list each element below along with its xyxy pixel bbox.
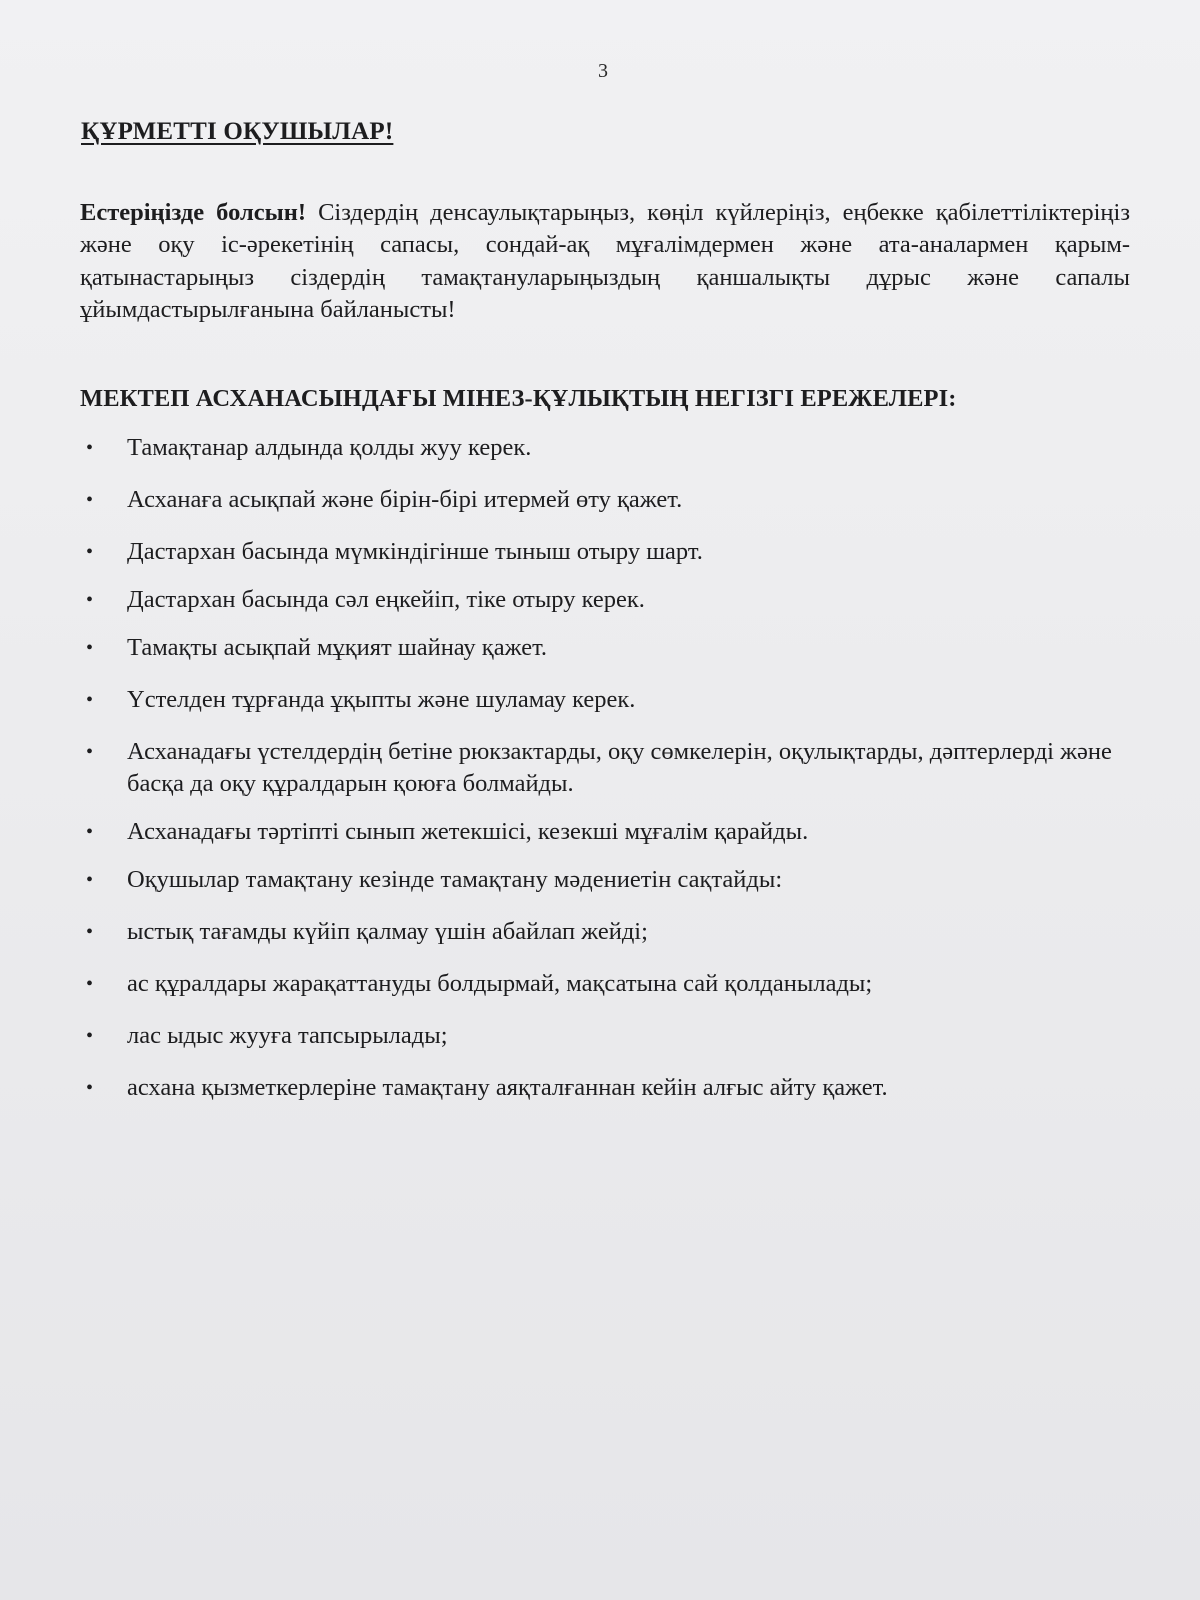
rule-text: ыстық тағамды күйіп қалмау үшін абайлап жейді; — [127, 918, 648, 945]
rule-text: Асханадағы тәртіпті сынып жетекшісі, кезекші мұғалім қарайды. — [127, 818, 809, 845]
intro-paragraph — [80, 197, 1130, 327]
bullet-icon: • — [86, 589, 94, 611]
bullet-icon: • — [86, 821, 94, 843]
rule-item — [85, 916, 1145, 948]
bullet-icon: • — [86, 437, 94, 459]
rule-item — [85, 432, 1145, 464]
rule-item — [85, 484, 1145, 516]
rule-item — [85, 816, 1145, 848]
bullet-icon: • — [86, 741, 94, 763]
bullet-icon: • — [86, 973, 94, 995]
rule-item — [85, 536, 1145, 568]
bullet-icon: • — [86, 541, 94, 563]
rule-item — [85, 968, 1145, 1000]
rule-item — [85, 684, 1145, 716]
bullet-icon: • — [86, 1077, 94, 1099]
rules-list — [85, 432, 1145, 1104]
greeting-heading: ҚҰРМЕТТІ ОҚУШЫЛАР! — [81, 118, 394, 145]
bullet-icon: • — [86, 869, 94, 891]
rule-text: Асханаға асықпай және бірін-бірі итермей өту қажет. — [127, 486, 683, 513]
intro-text: Сіздердің денсаулықтарыңыз, көңіл күйлеріңіз, еңбекке қабілеттіліктеріңіз және оқу іс-әрекетінің сапасы, сондай-ақ мұғалімдермен және ата-аналармен қарым-қатынастарыңыз сіздердің тамақтануларыңыздың қаншалықты дұрыс және сапалы ұйымдастырылғанына байланысты! — [80, 198, 1130, 323]
rule-text: Тамақтанар алдында қолды жуу керек. — [127, 434, 532, 461]
bullet-icon: • — [86, 1025, 94, 1047]
rules-heading: МЕКТЕП АСХАНАСЫНДАҒЫ МІНЕЗ-ҚҰЛЫҚТЫҢ НЕГІЗГІ ЕРЕЖЕЛЕРІ: — [80, 385, 957, 412]
rule-text: ас құралдары жарақаттануды болдырмай, мақсатына сай қолданылады; — [127, 970, 873, 997]
rule-text: Тамақты асықпай мұқият шайнау қажет. — [127, 634, 548, 661]
rule-item — [85, 1020, 1145, 1052]
rule-item — [85, 632, 1145, 664]
page-number: 3 — [598, 60, 608, 82]
rule-text: асхана қызметкерлеріне тамақтану аяқталғаннан кейін алғыс айту қажет. — [127, 1074, 888, 1101]
rule-text: Дастархан басында сәл еңкейіп, тіке отыру керек. — [127, 586, 645, 613]
bullet-icon: • — [86, 637, 94, 659]
rule-text: Дастархан басында мүмкіндігінше тыныш отыру шарт. — [127, 538, 703, 565]
rule-item — [85, 584, 1145, 616]
rule-text: лас ыдыс жууға тапсырылады; — [127, 1022, 448, 1049]
rule-text: Оқушылар тамақтану кезінде тамақтану мәдениетін сақтайды: — [127, 866, 783, 893]
bullet-icon: • — [86, 489, 94, 511]
rule-item — [85, 1072, 1145, 1104]
rule-text: Асханадағы үстелдердің бетіне рюкзактарды, оқу сөмкелерін, оқулықтарды, дәптерлерді және басқа да оқу құралдарын қоюға болмайды. — [127, 738, 1112, 797]
bullet-icon: • — [86, 921, 94, 943]
rule-text: Үстелден тұрғанда ұқыпты және шуламау керек. — [127, 686, 636, 713]
intro-lead: Естеріңізде болсын! — [80, 198, 307, 226]
bullet-icon: • — [86, 689, 94, 711]
rule-item — [85, 736, 1145, 800]
rule-item — [85, 864, 1145, 896]
